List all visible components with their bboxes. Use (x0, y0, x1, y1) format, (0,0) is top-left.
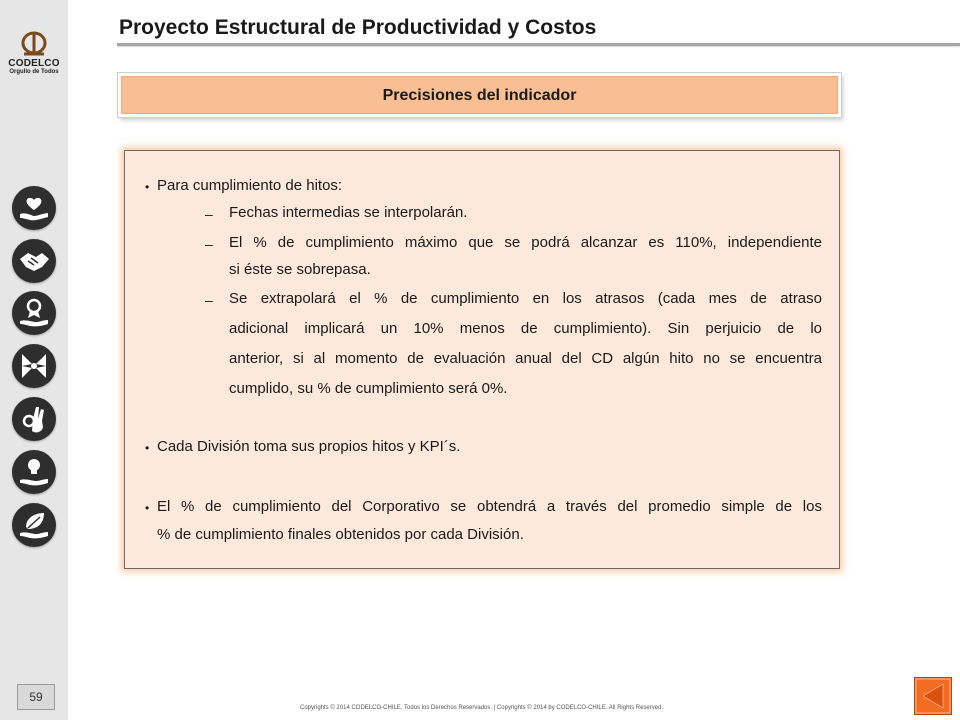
dash-marker: – (205, 206, 213, 222)
lightbulb-hand-icon (12, 450, 56, 494)
sidebar (0, 0, 68, 720)
bullet-corporativo-line1: El % de cumplimiento del Corporativo se obtendrá a través del promedio simple de los (157, 498, 822, 515)
bullet-division: Cada División toma sus propios hitos y KPI´s. (157, 438, 461, 455)
subtitle-banner: Precisiones del indicador (121, 76, 838, 114)
copyright-footer: Copyrights © 2014 CODELCO-CHILE. Todos los Derechos Reservados. | Copyrights © 2014 by CODELCO-CHILE. All Rights Reserved. (300, 705, 664, 711)
bullet-dot: • (145, 501, 150, 515)
page-number: 59 (17, 684, 55, 710)
sub-item-maximo-line2: si éste se sobrepasa. (229, 261, 371, 278)
arrow-left-icon (915, 678, 951, 714)
sub-item-extrapola-line2: adicional implicará un 10% menos de cumplimiento). Sin perjuicio de lo (229, 320, 822, 337)
sub-item-extrapola-line3: anterior, si al momento de evaluación anual del CD algún hito no se encuentra (229, 350, 822, 367)
sub-item-extrapola-line1: Se extrapolará el % de cumplimiento en los atrasos (cada mes de atraso (229, 290, 822, 307)
handshake-icon (12, 239, 56, 283)
teamwork-icon (12, 344, 56, 388)
ok-gesture-icon (12, 397, 56, 441)
medal-hand-icon (12, 291, 56, 335)
dash-marker: – (205, 292, 213, 308)
leaf-hand-icon (12, 503, 56, 547)
logo-tagline: Orgullo de Todos (9, 69, 59, 75)
sub-item-fechas: Fechas intermedias se interpolarán. (229, 204, 468, 221)
back-button[interactable] (914, 677, 952, 715)
codelco-logo (4, 30, 64, 90)
title-divider (117, 43, 960, 46)
bullet-dot: • (145, 180, 150, 194)
content-panel (124, 150, 840, 569)
bullet-corporativo-line2: % de cumplimiento finales obtenidos por cada División. (157, 526, 524, 543)
bullet-dot: • (145, 441, 150, 455)
bullet-hitos: Para cumplimiento de hitos: (157, 177, 343, 194)
sub-item-maximo-line1: El % de cumplimiento máximo que se podrá alcanzar es 110%, independiente (229, 234, 822, 251)
logo-name: CODELCO (8, 58, 60, 69)
dash-marker: – (205, 236, 213, 252)
sub-item-extrapola-line4: cumplido, su % de cumplimiento será 0%. (229, 380, 508, 397)
page-title: Proyecto Estructural de Productividad y Costos (119, 16, 597, 39)
heart-hand-icon (12, 186, 56, 230)
codelco-emblem-icon (19, 30, 49, 58)
